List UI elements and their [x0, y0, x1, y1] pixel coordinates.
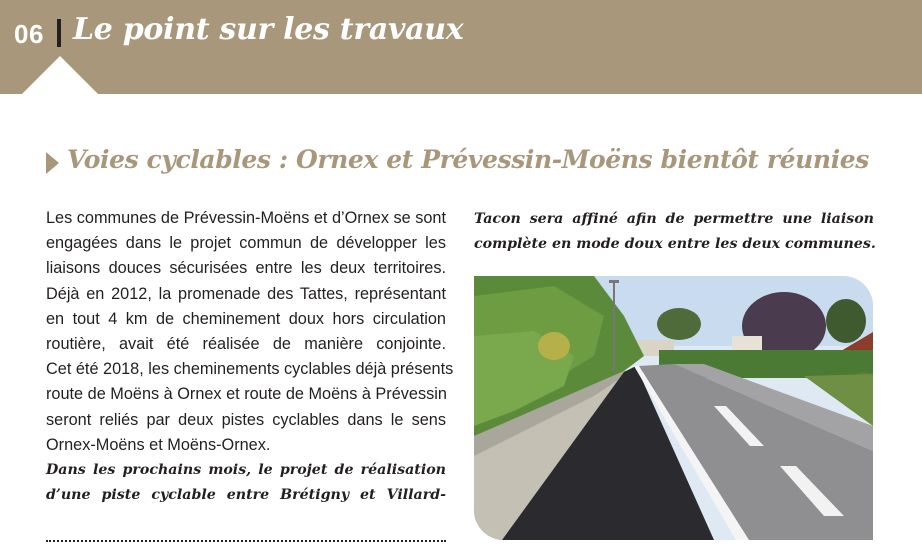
bike-lane-photo-illustration: [474, 276, 873, 540]
emphasis-line: d’une piste cyclable entre Brétigny et Villard-: [46, 487, 446, 504]
body-line: route de Moëns à Ornex et route de Moëns à Prévessin: [46, 385, 447, 404]
body-line: engagées dans le projet commun de développer les: [46, 234, 446, 253]
section-banner: [0, 0, 922, 94]
section-number: 06: [14, 19, 44, 49]
article-body-right-column: [474, 207, 874, 257]
body-line: en tout 4 km de cheminement doux hors circulation: [46, 309, 446, 328]
body-line: routière, avait été réalisée de manière conjointe.: [46, 335, 446, 354]
section-separator: [57, 19, 61, 47]
emphasis-line: complète en mode doux entre les deux communes.: [474, 236, 876, 252]
article-title: Voies cyclables : Ornex et Prévessin-Moëns bientôt réunies: [67, 145, 869, 174]
body-line: liaisons douces sécurisées entre les deux territoires.: [46, 259, 446, 278]
body-line: Cet été 2018, les cheminements cyclables déjà présents: [46, 360, 454, 379]
body-line: Déjà en 2012, la promenade des Tattes, représentant: [46, 284, 446, 303]
body-line: Ornex-Moëns et Moëns-Ornex.: [46, 435, 271, 454]
section-title: Le point sur les travaux: [73, 12, 464, 47]
body-line: seront reliés par deux pistes cyclables dans le sens: [46, 410, 446, 429]
banner-notch: [22, 56, 98, 94]
body-line: Les communes de Prévessin-Moëns et d’Ornex se sont: [46, 209, 446, 227]
dotted-divider: [46, 540, 446, 542]
triangle-bullet-icon: [46, 152, 59, 174]
bike-lane-photo: [474, 276, 873, 540]
emphasis-line: Tacon sera affiné afin de permettre une liaison: [474, 211, 874, 227]
article-body-left-column: [46, 206, 454, 508]
emphasis-line: Dans les prochains mois, le projet de réalisation: [46, 462, 446, 479]
